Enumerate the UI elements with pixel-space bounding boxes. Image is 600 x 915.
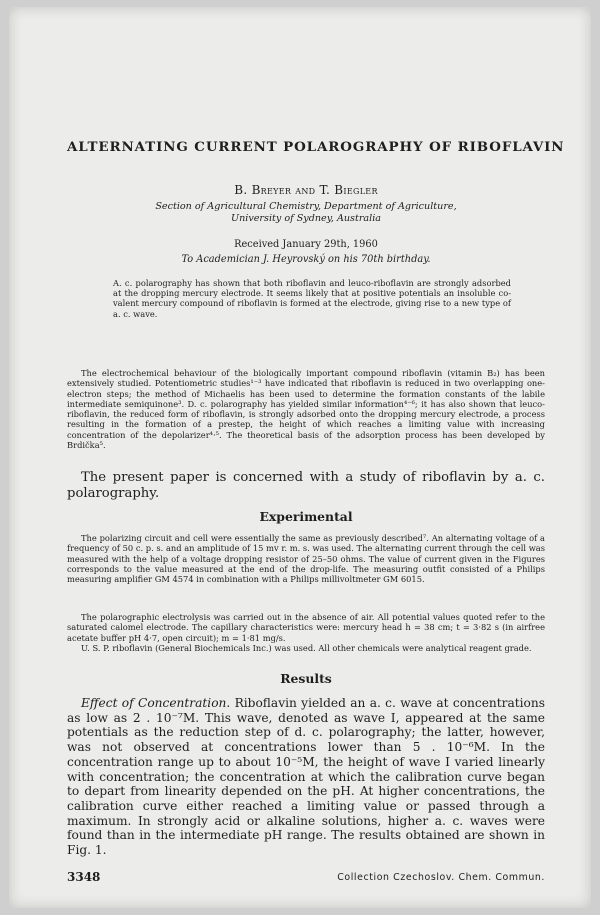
received-date: Received January 29th, 1960 (234, 239, 378, 250)
experimental-paragraph-1: The polarizing circuit and cell were essentially the same as previously described⁷. An alternating voltage of a frequency of 50 c. p. s. and an amplitude of 15 mv r. m. s. was used. The alternating current through the cell was measured with the help of a voltage dropping resistor of 25–50 ohms. The value of current given in the Figures corresponds to the value measured at the end of the drop-life. The measuring outfit consisted of a Philips measuring amplifier GM 4574 in combination with a Philips millivoltmeter GM 6015. (67, 533, 545, 585)
page-number: 3348 (67, 870, 101, 884)
affiliation-line-2: University of Sydney, Australia (231, 213, 381, 225)
paper-page (9, 7, 591, 908)
section-heading-experimental: Experimental (259, 509, 353, 524)
article-title: ALTERNATING CURRENT POLAROGRAPHY OF RIBOFLAVIN (67, 139, 565, 155)
results-paragraph (67, 696, 545, 858)
author-affiliation (67, 201, 545, 225)
journal-name: Collection Czechoslov. Chem. Commun. (337, 872, 545, 883)
dedication: To Academician J. Heyrovský on his 70th birthday. (181, 254, 431, 265)
abstract: A. c. polarography has shown that both riboflavin and leuco-riboflavin are strongly adsorbed at the dropping mercury electrode. It seems likely that at positive potentials an insoluble co-valent mercury compound of riboflavin is formed at the electrode, giving rise to a new type of a. c. wave. (113, 278, 511, 319)
article-authors: B. Breyer and T. Biegler (234, 183, 378, 197)
affiliation-line-1: Section of Agricultural Chemistry, Department of Agriculture, (155, 201, 457, 212)
experimental-paragraph-3: U. S. P. riboflavin (General Biochemicals Inc.) was used. All other chemicals were analytical reagent grade. (81, 643, 532, 653)
results-lead-in: Effect of Concentration. (81, 696, 231, 710)
section-heading-results: Results (280, 671, 332, 686)
results-text: Riboflavin yielded an a. c. wave at concentrations as low as 2 . 10⁻⁷M. This wave, denoted as wave I, appeared at the same potentials as the reduction step of d. c. polarography; the latter, however, was not observed at concentrations lower than 5 . 10⁻⁶M. In the concentration range up to about 10⁻⁵M, the height of wave I varied linearly with concentration; the concentration at which the calibration curve began to depart from linearity depended on the pH. At higher concentrations, the calibration curve either reached a limiting value or passed through a maximum. In strongly acid or alkaline solutions, higher a. c. waves were found than in the intermediate pH range. The results obtained are shown in Fig. 1. (67, 696, 545, 858)
experimental-paragraph-2: The polarographic electrolysis was carried out in the absence of air. All potential values quoted refer to the saturated calomel electrode. The capillary characteristics were: mercury head h = 38 cm; t = 3·82 s (in airfree acetate buffer pH 4·7, open circuit); m = 1·81 mg/s. (67, 612, 545, 643)
present-paper-paragraph: The present paper is concerned with a study of riboflavin by a. c. polarography. (67, 470, 545, 501)
intro-paragraph: The electrochemical behaviour of the biologically important compound riboflavin (vitamin B₂) has been extensively studied. Potentiometric studies¹⁻³ have indicated that riboflavin is reduced in two overlapping one-electron steps; the method of Michaelis has been used to determine the formation constants of the labile intermediate semiquinone³. D. c. polarography has yielded similar information⁴⁻⁶; it has also shown that leuco-riboflavin, the reduced form of riboflavin, is strongly adsorbed onto the dropping mercury electrode, a process resulting in the formation of a prestep, the height of which reaches a limiting value with increasing concentration of the depolarizer⁴·⁵. The theoretical basis of the adsorption process has been developed by Brdička⁵. (67, 368, 545, 451)
